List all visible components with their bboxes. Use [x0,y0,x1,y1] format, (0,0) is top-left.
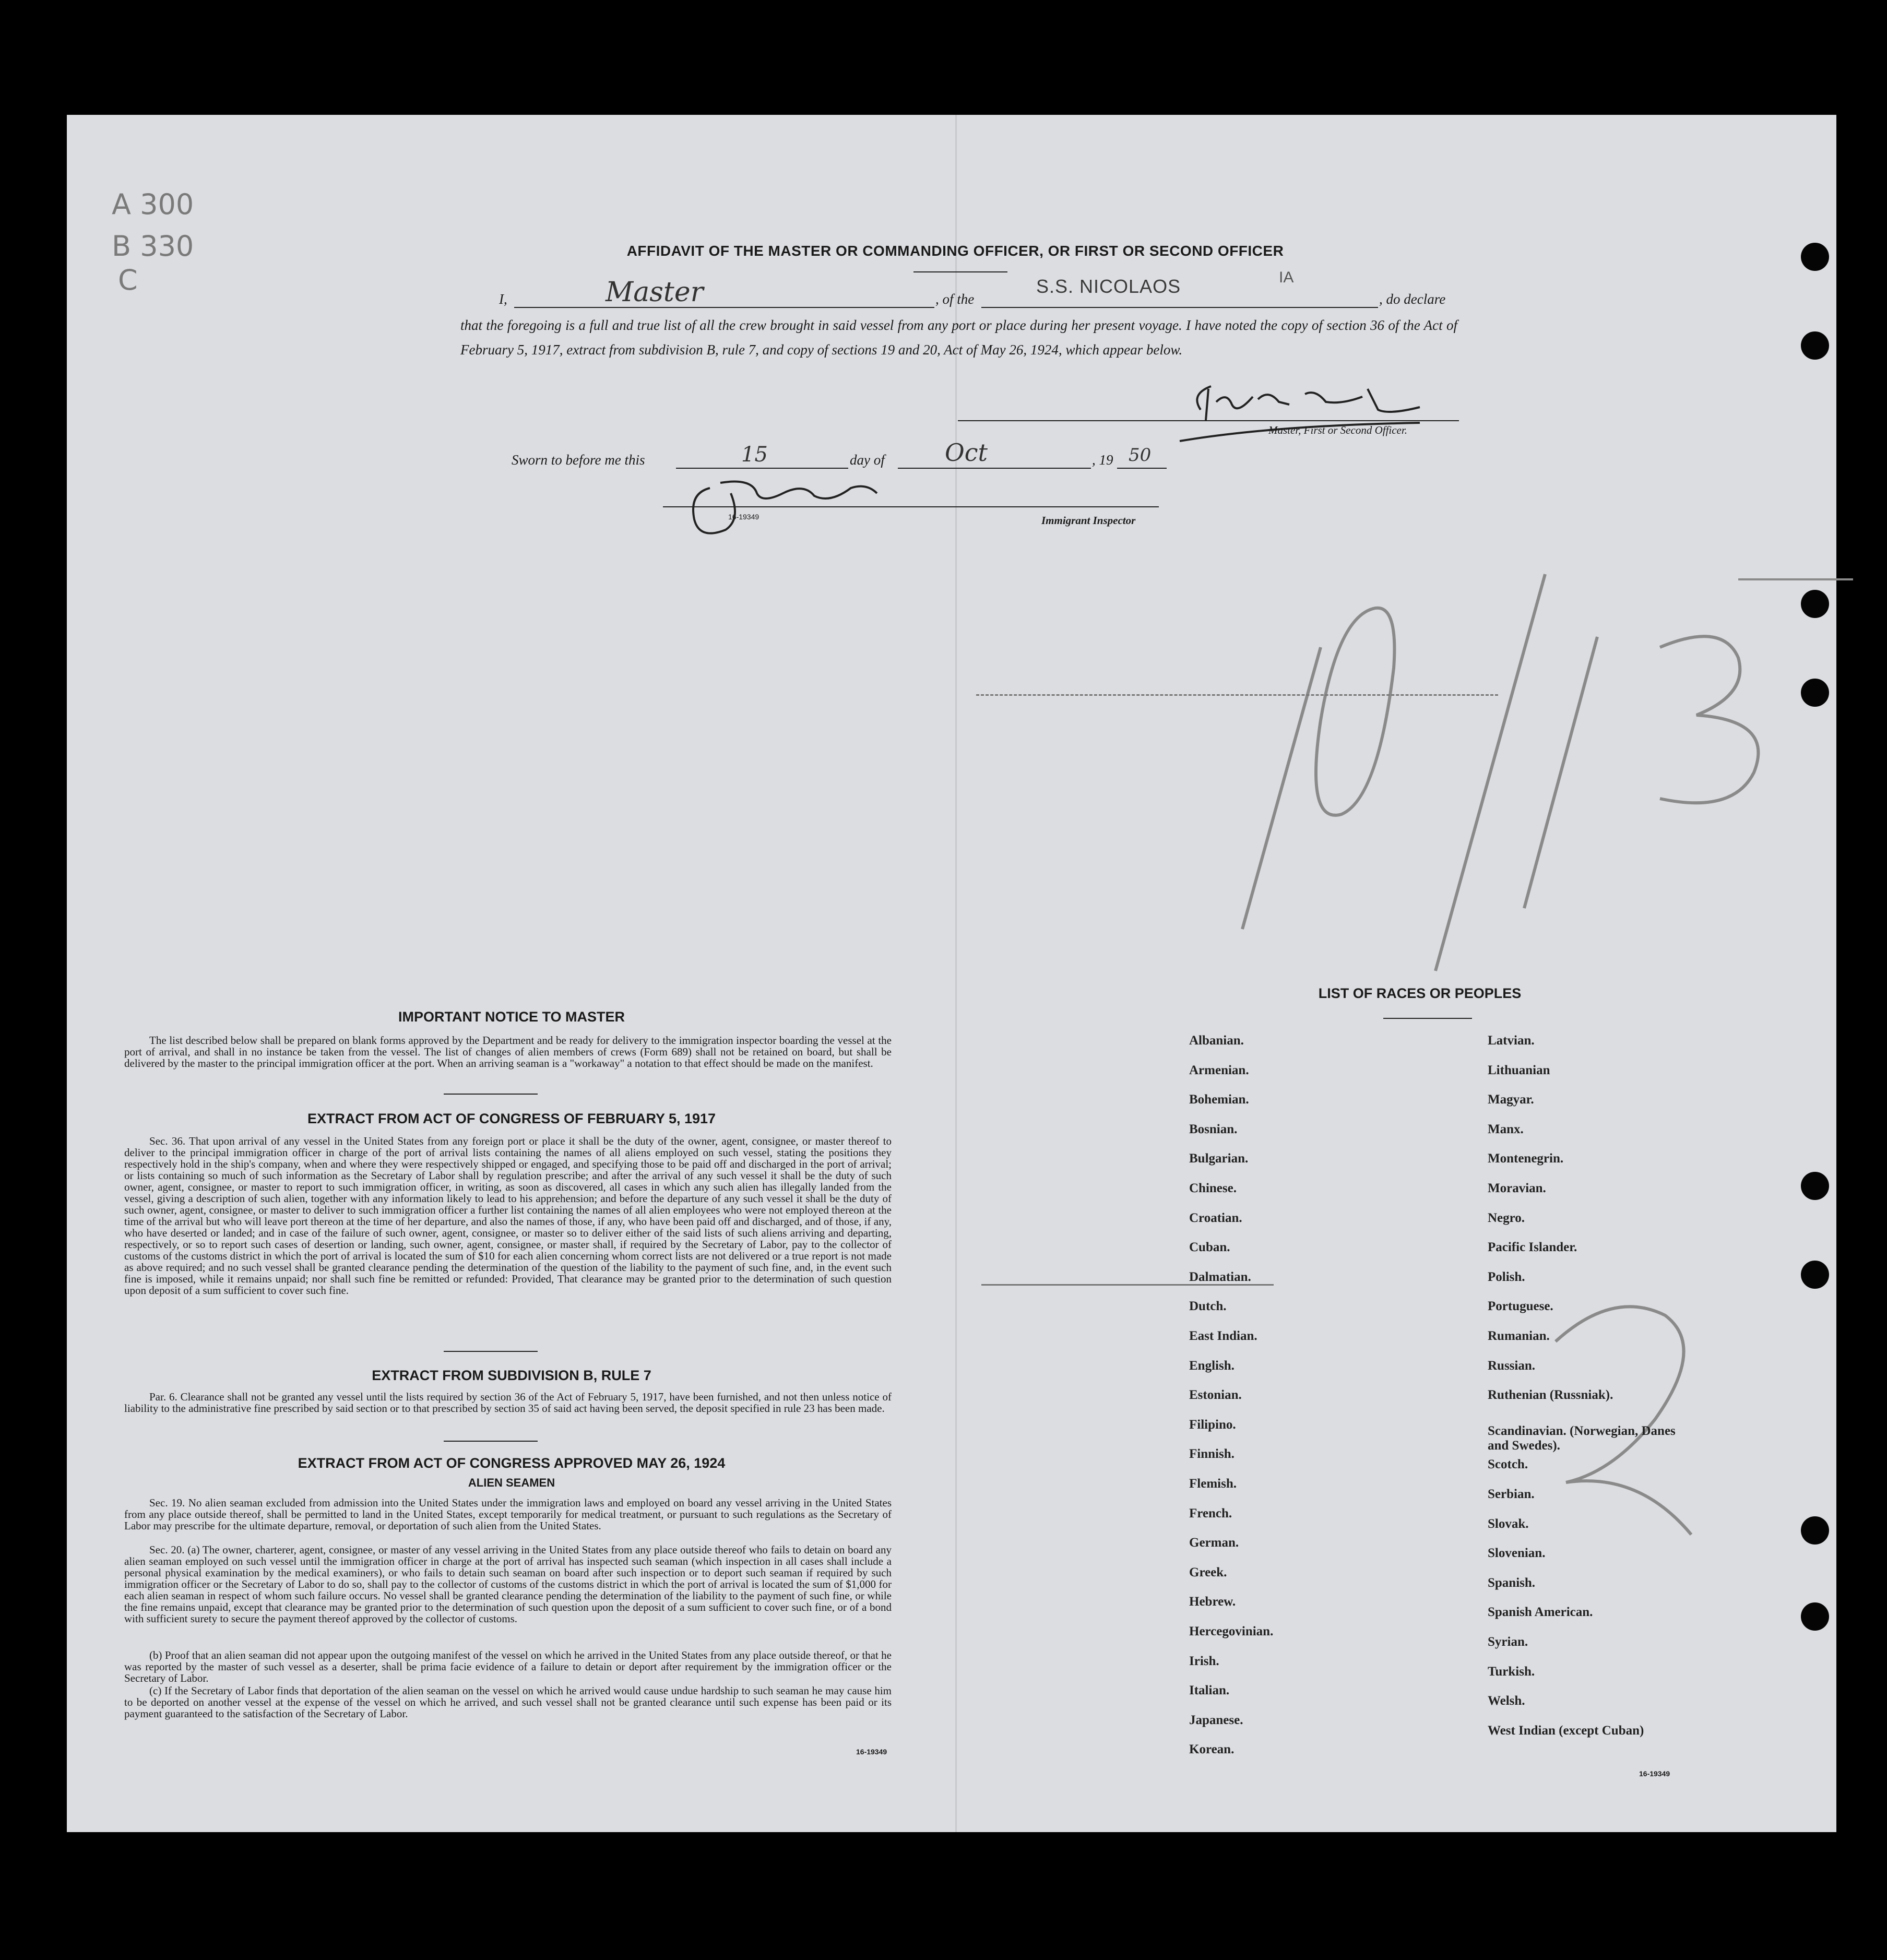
race-item-right: Pacific Islander. [1488,1240,1577,1255]
vessel-line [981,307,1378,308]
race-item-right: Rumanian. [1488,1329,1550,1343]
form-number-left: 16-19349 [856,1748,887,1756]
sec20c-text: (c) If the Secretary of Labor finds that deportation of the alien seaman on the vessel on which he arrived would cause undue hardship to such seaman he may cause him to be deported on another vessel at the expense of the vessel on which he arrived, and such vessel shall not be granted clearance until such expense has been paid or its payment guaranteed to the satisfaction of the Secretary of Labor. [124,1684,892,1720]
race-item-right: Scandinavian. (Norwegian, Danes and Swedes). [1488,1424,1676,1453]
race-item-left: French. [1189,1506,1232,1521]
margin-note-b: B 330 [112,230,194,263]
do-declare-label: , do declare [1379,291,1446,307]
divider [444,1351,538,1352]
extract-1917-title: EXTRACT FROM ACT OF CONGRESS OF FEBRUARY 5, 1917 [307,1111,716,1126]
race-item-left: Croatian. [1189,1210,1242,1225]
race-item-left: Estonian. [1189,1388,1242,1403]
race-item-left: Cuban. [1189,1240,1230,1255]
affidavit-body: that the foregoing is a full and true list of all the crew brought in said vessel from any port or place during her present voyage. I have noted the copy of section 36 of the Act of February 5, 1917, extract from subdivision B, rule 7, and copy of sections 19 and 20, Act of May 26, 1924, which appear below. [460,317,1457,358]
month-handwritten: Oct [945,438,988,467]
fold-line [955,115,957,1832]
pencil-two-scrawl [1535,1300,1743,1540]
race-item-right: West Indian (except Cuban) [1488,1723,1644,1738]
divider [444,1094,538,1095]
punch-hole [1801,243,1829,271]
race-item-left: English. [1189,1358,1235,1373]
race-item-right: Russian. [1488,1358,1536,1373]
divider [444,1441,538,1442]
extract-1924-title: EXTRACT FROM ACT OF CONGRESS APPROVED MAY 26, 1924 [298,1455,726,1471]
race-item-left: East Indian. [1189,1329,1257,1343]
page-number-scrawl [1201,564,1887,981]
year-handwritten: 50 [1129,445,1152,466]
name-line [514,307,934,308]
inspector-signature-line [663,506,1159,507]
race-item-left: Korean. [1189,1742,1235,1757]
sec19-text: Sec. 19. No alien seaman excluded from admission into the United States under the immigration laws and employed on board any vessel arriving in the United States from any place outside thereof, shall be permitted to land in the United States, except temporarily for medical treatment, or pursuant to such regulations as the Secretary of Labor may prescribe for the ultimate departure, removal, or deportation of such alien from the United States. [124,1496,892,1532]
day-of-label: day of [850,452,885,468]
race-item-left: Finnish. [1189,1447,1235,1462]
sworn-label: Sworn to before me this [512,452,645,468]
race-item-left: Irish. [1189,1654,1219,1668]
race-item-right: Serbian. [1488,1487,1535,1501]
notice-text: The list described below shall be prepared on blank forms approved by the Department and be ready for delivery to the immigration inspector boarding the vessel at the port of arrival, and shall in no instance be taken from the vessel. The list of changes of alien members of crews (Form 689) shall not be retained on board, but shall be delivered by the master to the principal immigration officer at the port. When an arriving seaman is a "workaway" a notation to that effect should be made on the manifest. [124,1034,892,1070]
sec20b-text: (b) Proof that an alien seaman did not appear upon the outgoing manifest of the vessel on which he arrived in the United States from any place outside thereof, or that he was reported by the master of such vessel as a deserter, shall be prima facie evidence of a failure to detain or deport after requirement by the immigration officer or the Secretary of Labor. [124,1649,892,1684]
year-line [1117,468,1167,469]
race-item-right: Slovenian. [1488,1546,1546,1561]
extract-1924-subtitle: ALIEN SEAMEN [468,1476,555,1489]
master-signature-line [958,420,1459,421]
race-item-left: Bulgarian. [1189,1151,1249,1166]
race-item-right: Polish. [1488,1269,1525,1284]
divider [913,271,1007,272]
race-item-right: Negro. [1488,1210,1525,1225]
race-item-right: Latvian. [1488,1034,1535,1048]
vessel-stamp-tail: IA [1279,269,1294,286]
race-item-right: Magyar. [1488,1092,1534,1107]
race-item-left: Filipino. [1189,1417,1236,1432]
affidavit-title: AFFIDAVIT OF THE MASTER OR COMMANDING OFFICER, OR FIRST OR SECOND OFFICER [626,243,1284,259]
punch-hole [1801,331,1829,360]
of-the-label: , of the [935,291,975,307]
margin-note-a: A 300 [112,188,194,221]
extract-1917-text: Sec. 36. That upon arrival of any vessel in the United States from any foreign port or place it shall be the duty of the owner, agent, consignee, or master thereof to deliver to the principal immigration officer in charge of the port of arrival lists containing the names of all aliens employed on such vessel, stating the positions they respectively hold in the ship's company, when and where they were respectively shipped or engaged, and specifying those to be paid off and discharged in the port of arrival; or lists containing so much of such information as the Secretary of Labor shall by regulation prescribe; and after the arrival of any such vessel it shall be the duty of such owner, agent, consignee, or master to report to such immigration officer, in writing, as soon as discovered, all cases in which any such alien has illegally landed from the vessel, giving a description of such alien, together with any information likely to lead to his apprehension; and before the departure of any such vessel it shall be the duty of such owner, agent, consignee, or master to deliver to such immigration officer a further list containing the names of all alien employees who were not employed thereon at the time of the arrival but who will leave port thereon at the time of her departure, and also the names of those, if any, who have been paid off and discharged, and of those, if any, who have deserted or landed; and in case of the failure of such owner, agent, consignee, or master so to deliver either of the said lists of such aliens arriving and departing, respectively, or so to report such cases of desertion or landing, such owner, agent, consignee, or master shall, if required by the Secretary of Labor, pay to the collector of customs of the customs district in which the port of arrival is located the sum of $10 for each alien concerning whom correct lists are not delivered or a true report is not made as above required; and no such vessel shall be granted clearance pending the determination of the question of the liability to the payment of such fine, and, in the event such fine is imposed, while it remains unpaid; nor shall such fine be remitted or refunded: Provided, That clearance may be granted prior to the determination of such question upon deposit of a sum sufficient to cover such fine. [124,1135,892,1297]
race-item-left: Bohemian. [1189,1092,1249,1107]
race-item-right: Scotch. [1488,1457,1528,1472]
race-item-left: Hebrew. [1189,1595,1236,1609]
race-item-left: Greek. [1189,1565,1227,1579]
race-item-left: Flemish. [1189,1477,1237,1491]
extract-rule7-title: EXTRACT FROM SUBDIVISION B, RULE 7 [372,1368,651,1383]
form-number-right: 16-19349 [1639,1769,1670,1778]
form-number-top: 16-19349 [728,513,759,521]
race-item-left: Dalmatian. [1189,1269,1251,1284]
race-item-right: Montenegrin. [1488,1151,1564,1166]
punch-hole [1801,1172,1829,1200]
punch-hole [1801,1261,1829,1289]
year-prefix: , 19 [1092,452,1113,468]
race-item-right: Moravian. [1488,1181,1546,1195]
race-item-right: Welsh. [1488,1694,1525,1708]
race-item-right: Manx. [1488,1122,1524,1136]
race-item-right: Portuguese. [1488,1299,1553,1314]
race-item-right: Turkish. [1488,1664,1535,1679]
punch-hole [1801,1602,1829,1631]
day-line [676,468,848,469]
race-item-right: Ruthenian (Russniak). [1488,1388,1613,1403]
inspector-caption: Immigrant Inspector [1041,514,1136,527]
race-item-right: Lithuanian [1488,1063,1550,1077]
race-item-left: Japanese. [1189,1713,1243,1727]
race-item-left: Hercegovinian. [1189,1624,1274,1638]
race-item-right: Spanish American. [1488,1605,1593,1620]
race-item-right: Slovak. [1488,1516,1529,1531]
race-item-left: Albanian. [1189,1034,1244,1048]
race-item-left: Dutch. [1189,1299,1227,1314]
races-title: LIST OF RACES OR PEOPLES [1318,985,1522,1001]
master-handwritten: Master [606,277,704,308]
inspector-signature [679,472,898,545]
master-caption: Master, First or Second Officer. [1268,424,1407,436]
punch-hole [1801,1516,1829,1545]
race-item-right: Syrian. [1488,1635,1528,1649]
race-item-left: Bosnian. [1189,1122,1238,1136]
race-item-right: Spanish. [1488,1575,1536,1590]
i-label: I, [499,291,507,307]
vessel-name-stamp: S.S. NICOLAOS [1036,276,1181,297]
race-item-left: Armenian. [1189,1063,1249,1077]
sec20a-text: Sec. 20. (a) The owner, charterer, agent, consignee, or master of any vessel arriving in the United States from any place outside thereof who fails to detain on board any alien seaman employed on such vessel until the immigration officer in charge at the port of arrival has inspected such seaman (which inspection in all cases shall include a personal physical examination by the medical examiners), or who fails to detain such seaman on board after such inspection or to deport such seaman if required by such immigration officer or the Secretary of Labor to do so, shall pay to the collector of customs of the customs district in which the port of arrival is located the sum of $1,000 for each alien seaman in respect of whom such failure occurs. No vessel shall be granted clearance pending the determination of the liability to the payment of such fine, or while the fine remains unpaid, except that clearance may be granted prior to the determination of such question upon the deposit of a sum sufficient to cover such fine, or of a bond with sufficient surety to secure the payment thereof approved by the collector of customs. [124,1543,892,1625]
day-handwritten: 15 [741,443,768,467]
margin-note-c: C [118,264,138,296]
pencil-dash [976,694,1498,696]
race-item-left: German. [1189,1536,1239,1550]
master-signature [1169,373,1430,452]
race-item-left: Italian. [1189,1683,1230,1698]
month-line [898,468,1091,469]
extract-rule7-text: Par. 6. Clearance shall not be granted any vessel until the lists required by section 36 of the Act of February 5, 1917, have been furnished, and not then unless notice of liability to the administrative fine prescribed by said section or to that prescribed by section 35 of said act having been served, the deposit specified in rule 23 has been made. [124,1391,892,1415]
race-item-left: Chinese. [1189,1181,1237,1195]
divider [1383,1018,1472,1019]
notice-title: IMPORTANT NOTICE TO MASTER [398,1009,625,1025]
